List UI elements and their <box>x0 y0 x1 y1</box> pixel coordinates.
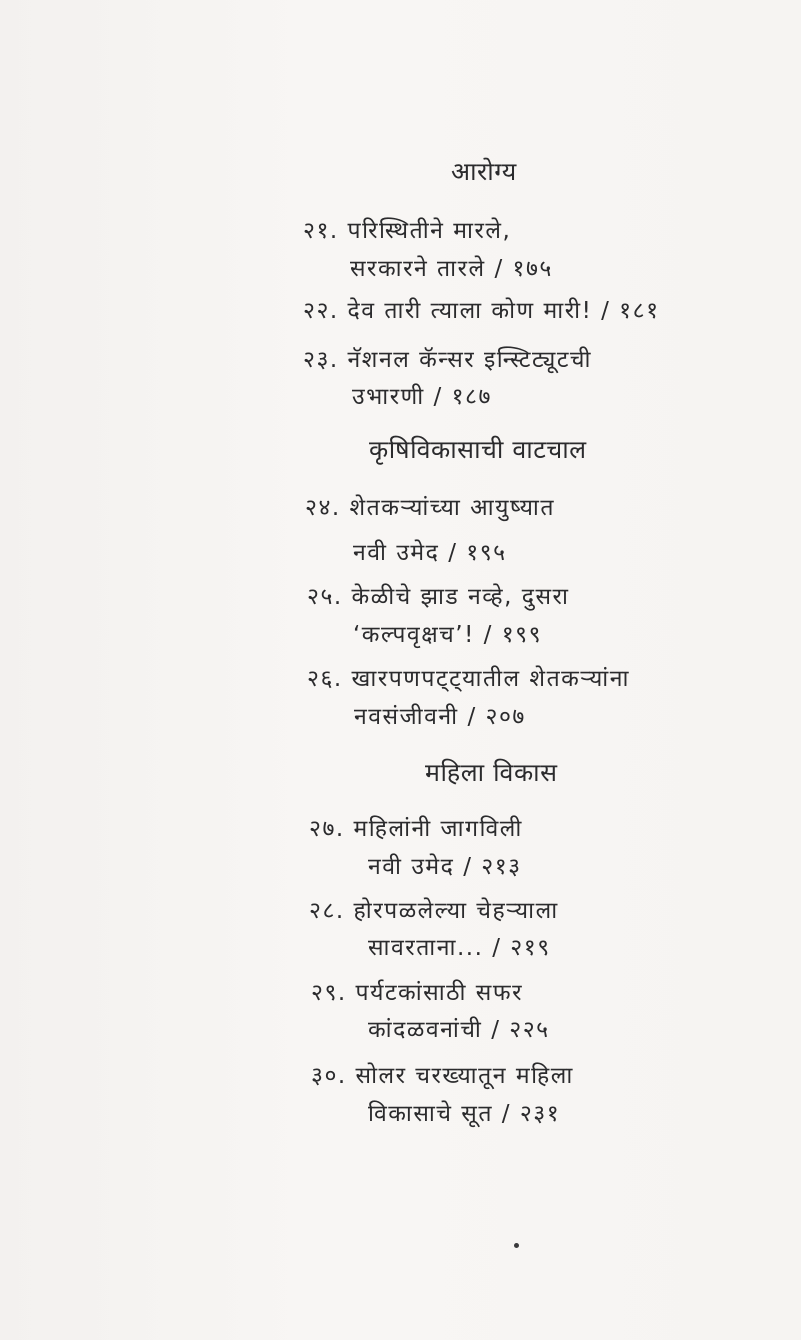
section-heading-agriculture: कृषिविकासाची वाटचाल <box>369 435 587 464</box>
entry-number: ३०. <box>311 1063 347 1089</box>
entry-title-line1: देव तारी त्याला कोण मारी! / १८१ <box>347 298 660 324</box>
entry-title-line2: उभारणी / १८७ <box>352 384 492 410</box>
entry-number: २२. <box>303 298 339 324</box>
entry-title-line2: नवी उमेद / १९५ <box>353 540 507 566</box>
entry-title-line2: कांदळवनांची / २२५ <box>368 1017 550 1043</box>
entry-title-line2: नवी उमेद / २१३ <box>368 854 522 880</box>
entry-title-line1: शेतकऱ्यांच्या आयुष्यात <box>349 495 555 521</box>
entry-title-line1: होरपळलेल्या चेहऱ्याला <box>353 898 559 924</box>
entry-number: २१. <box>303 218 339 244</box>
entry-title-line2: विकासाचे सूत / २३१ <box>368 1101 561 1127</box>
section-heading-women: महिला विकास <box>425 758 558 787</box>
section-heading-health: आरोग्य <box>451 157 517 186</box>
entry-title-line2: सरकारने तारले / १७५ <box>350 256 553 282</box>
entry-number: २९. <box>311 980 347 1006</box>
entry-title-line1: खारपणपट्ट्यातील शेतकऱ्यांना <box>351 666 630 692</box>
entry-number: २८. <box>309 898 345 924</box>
entry-number: २७. <box>309 816 345 842</box>
entry-title-line1: केळीचे झाड नव्हे, दुसरा <box>351 584 570 610</box>
entry-title-line1: महिलांनी जागविली <box>353 816 523 842</box>
entry-number: २४. <box>305 495 341 521</box>
entry-title-line1: परिस्थितीने मारले, <box>347 218 512 244</box>
page-dot-mark <box>514 1243 519 1248</box>
entry-title-line1: नॅशनल कॅन्सर इन्स्टिट्यूटची <box>347 347 592 373</box>
entry-title-line2: नवसंजीवनी / २०७ <box>354 704 526 730</box>
entry-title-line1: सोलर चरख्यातून महिला <box>355 1063 574 1089</box>
entry-title-line2: सावरताना... / २१९ <box>368 935 551 961</box>
entry-title-line1: पर्यटकांसाठी सफर <box>355 980 523 1006</box>
entry-title-line2: ‘कल्पवृक्षच’! / १९९ <box>353 622 543 648</box>
entry-number: २३. <box>303 347 339 373</box>
entry-number: २५. <box>307 584 343 610</box>
entry-number: २६. <box>307 666 343 692</box>
